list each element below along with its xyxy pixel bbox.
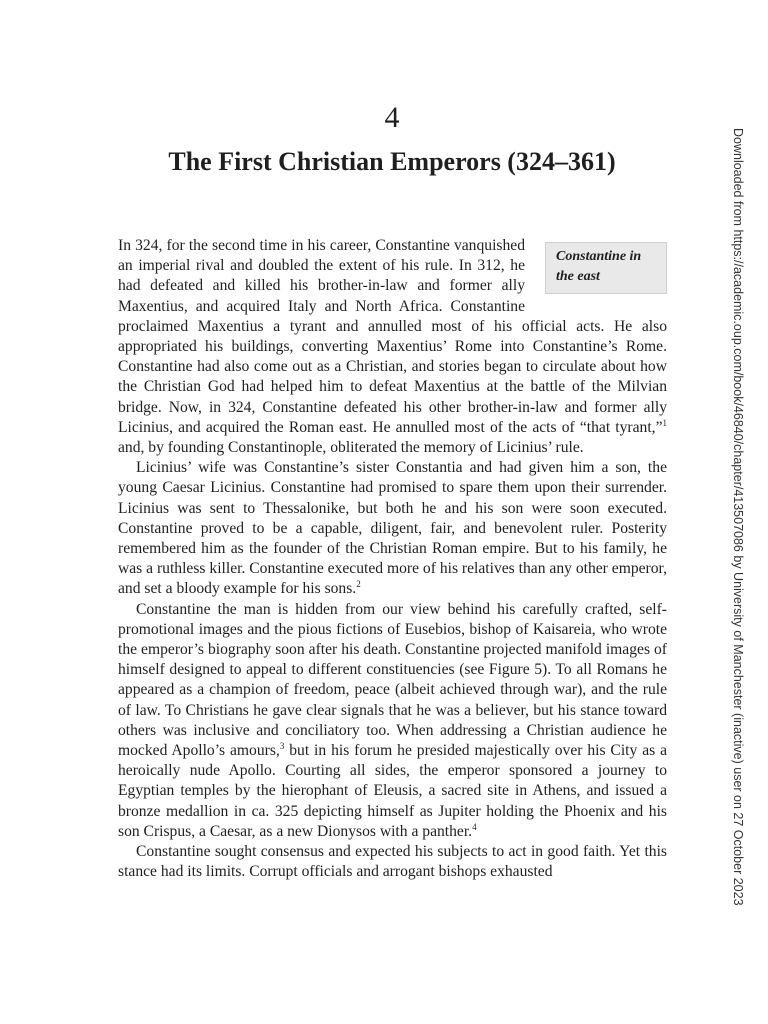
- chapter-title: The First Christian Emperors (324–361): [168, 147, 616, 176]
- paragraph-2: [118, 458, 667, 599]
- paragraph-3-text-cont: but in his forum he presided majestically over his City as a heroically nude Apollo. Courting all sides, the emperor sponsored a journey to Egyptian temples by the hierophant of Eleusis, a sacred site in Athens, and issued a bronze medallion in ca. 325 depicting himself as Jupiter holding the Phoenix and his son Crispus, a Caesar, as a new Dionysos with a panther.: [118, 742, 667, 840]
- download-watermark: Downloaded from https://academic.oup.com/book/46840/chapter/413507086 by University of Manchester (inactive) user on 27 October 2023: [731, 128, 745, 906]
- paragraph-2-text: Licinius’ wife was Constantine’s sister Constantia and had given him a son, the young Caesar Licinius. Constantine had promised to spare them upon their surrender. Licinius was sent to Thessalonike, but both he and his son were soon executed. Constantine proved to be a capable, diligent, fair, and benevolent ruler. Posterity remembered him as the founder of the Christian Roman empire. But to his family, he was a ruthless killer. Constantine executed more of his relatives than any other emperor, and set a bloody example for his sons.: [118, 459, 667, 598]
- paragraph-3: [118, 600, 667, 842]
- chapter-number: 4: [384, 101, 400, 134]
- footnote-ref-3[interactable]: 3: [279, 740, 285, 751]
- paragraph-3-text: Constantine the man is hidden from our view behind his carefully crafted, self-promotional images and the pious fictions of Eusebios, bishop of Kaisareia, who wrote the emperor’s biography soon after his death. Constantine projected manifold images of himself designed to appeal to different constituencies (see Figure 5). To all Romans he appeared as a champion of freedom, peace (albeit achieved through war), and the rule of law. To Christians he gave clear signals that he was a believer, but his stance toward others was inclusive and conciliatory too. When addressing a Christian audience he mocked Apollo’s amours,: [118, 600, 667, 760]
- paragraph-1: [118, 236, 667, 458]
- footnote-ref-1[interactable]: 1: [662, 417, 667, 428]
- paragraph-1-text-cont: and, by founding Constantinople, obliterated the memory of Licinius’ rule.: [118, 439, 584, 457]
- paragraph-4-text: Constantine sought consensus and expected his subjects to act in good faith. Yet this stance had its limits. Corrupt officials and arrogant bishops exhausted: [118, 843, 667, 881]
- body-text: [118, 236, 667, 883]
- margin-note: Constantine in the east: [545, 242, 667, 294]
- paragraph-1-text: In 324, for the second time in his career, Constantine vanquished an imperial rival and doubled the extent of his rule. In 312, he had defeated and killed his brother-in-law and former ally Maxentius, and acquired Italy and North Africa. Constantine proclaimed Maxentius a tyrant and annulled most of his official acts. He also appropriated his buildings, converting Maxentius’ Rome into Constantine’s Rome. Constantine had also come out as a Christian, and stories began to circulate about how the Christian God had helped him to defeat Maxentius at the battle of the Milvian bridge. Now, in 324, Constantine defeated his other brother-in-law and former ally Licinius, and acquired the Roman east. He annulled most of the acts of “that tyrant,”: [118, 237, 667, 436]
- footnote-ref-4[interactable]: 4: [472, 821, 477, 832]
- paragraph-4: [118, 842, 667, 882]
- footnote-ref-2[interactable]: 2: [356, 579, 361, 590]
